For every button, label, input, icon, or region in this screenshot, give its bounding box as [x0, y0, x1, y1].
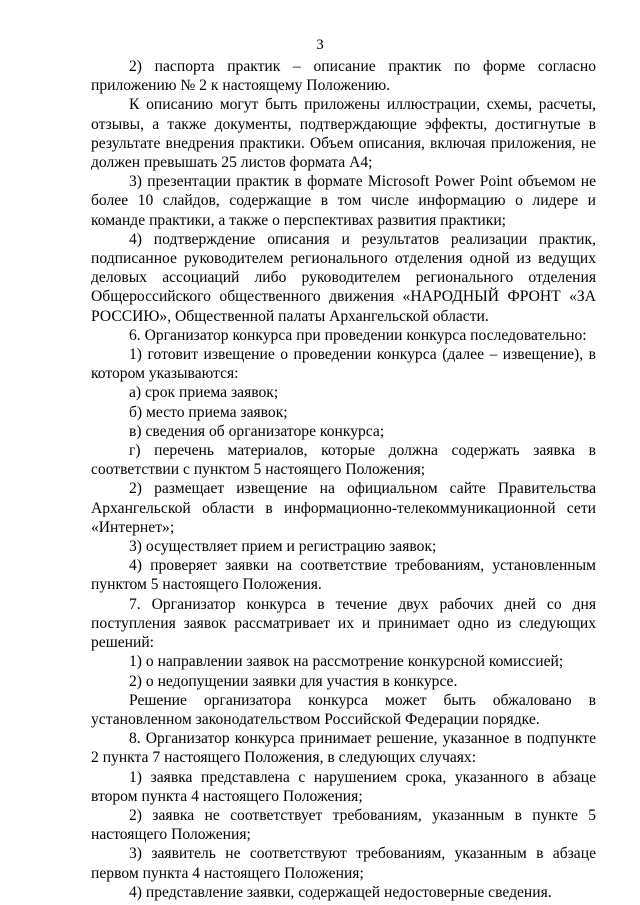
paragraph: 1) о направлении заявок на рассмотрение конкурсной комиссией; — [129, 653, 564, 671]
paragraph: 4) представление заявки, содержащей недостоверные сведения. — [129, 883, 552, 901]
page-number: 3 — [316, 37, 324, 53]
document-body — [91, 57, 596, 902]
paragraph: К описанию могут быть приложены иллюстрации, схемы, расчеты, отзывы, а также документы, подтверждающие эффекты, достигнутые в результате внедрения практики. Объем описания, включая приложения, не должен превышать 25 листов формата А4; — [91, 96, 596, 172]
paragraph: 3) презентации практик в формате Microsoft Power Point объемом не более 10 слайдов, содержащие в том числе информацию о лидере и команде практики, а также о перспективах развития практики; — [91, 173, 596, 229]
paragraph: 3) осуществляет прием и регистрацию заявок; — [129, 538, 437, 556]
paragraph: Решение организатора конкурса может быть обжаловано в установленном законодательством Российской Федерации порядке. — [91, 691, 596, 728]
paragraph: 4) подтверждение описания и результатов реализации практик, подписанное руководителем регионального отделения одной из ведущих деловых ассоциаций либо руководителем регионального отделения Общероссийского общественного движения «НАРОДНЫЙ ФРОНТ «ЗА РОССИЮ», Общественной палаты Архангельской области. — [91, 230, 596, 325]
paragraph: 1) готовит извещение о проведении конкурса (далее – извещение), в котором указываются: — [91, 346, 596, 383]
paragraph: 2) паспорта практик – описание практик по форме согласно приложению № 2 к настоящему Положению. — [91, 58, 596, 95]
paragraph: 2) размещает извещение на официальном сайте Правительства Архангельской области в информационно-телекоммуникационной сети «Интернет»; — [91, 480, 596, 536]
section-heading-paragraph: 8. Организатор конкурса принимает решение, указанное в подпункте 2 пункта 7 настоящего Положения, в следующих случаях: — [91, 730, 596, 767]
paragraph: 2) о недопущении заявки для участия в конкурсе. — [129, 672, 458, 690]
list-item: а) срок приема заявок; — [129, 384, 279, 402]
list-item: в) сведения об организаторе конкурса; — [129, 422, 385, 440]
paragraph: 4) проверяет заявки на соответствие требованиям, установленным пунктом 5 настоящего Положения. — [91, 557, 596, 594]
paragraph: 1) заявка представлена с нарушением срока, указанного в абзаце втором пункта 4 настоящего Положения; — [91, 768, 596, 805]
paragraph: 2) заявка не соответствует требованиям, указанным в пункте 5 настоящего Положения; — [91, 806, 596, 844]
section-heading-paragraph: 6. Организатор конкурса при проведении конкурса последовательно: — [129, 326, 587, 344]
list-item: г) перечень материалов, которые должна содержать заявка в соответствии с пунктом 5 настоящего Положения; — [91, 442, 596, 479]
section-heading-paragraph: 7. Организатор конкурса в течение двух рабочих дней со дня поступления заявок рассматривает их и принимает одно из следующих решений: — [91, 595, 596, 652]
paragraph: 3) заявитель не соответствуют требованиям, указанным в абзаце первом пункта 4 настоящего Положения; — [91, 845, 596, 882]
list-item: б) место приема заявок; — [129, 403, 288, 421]
